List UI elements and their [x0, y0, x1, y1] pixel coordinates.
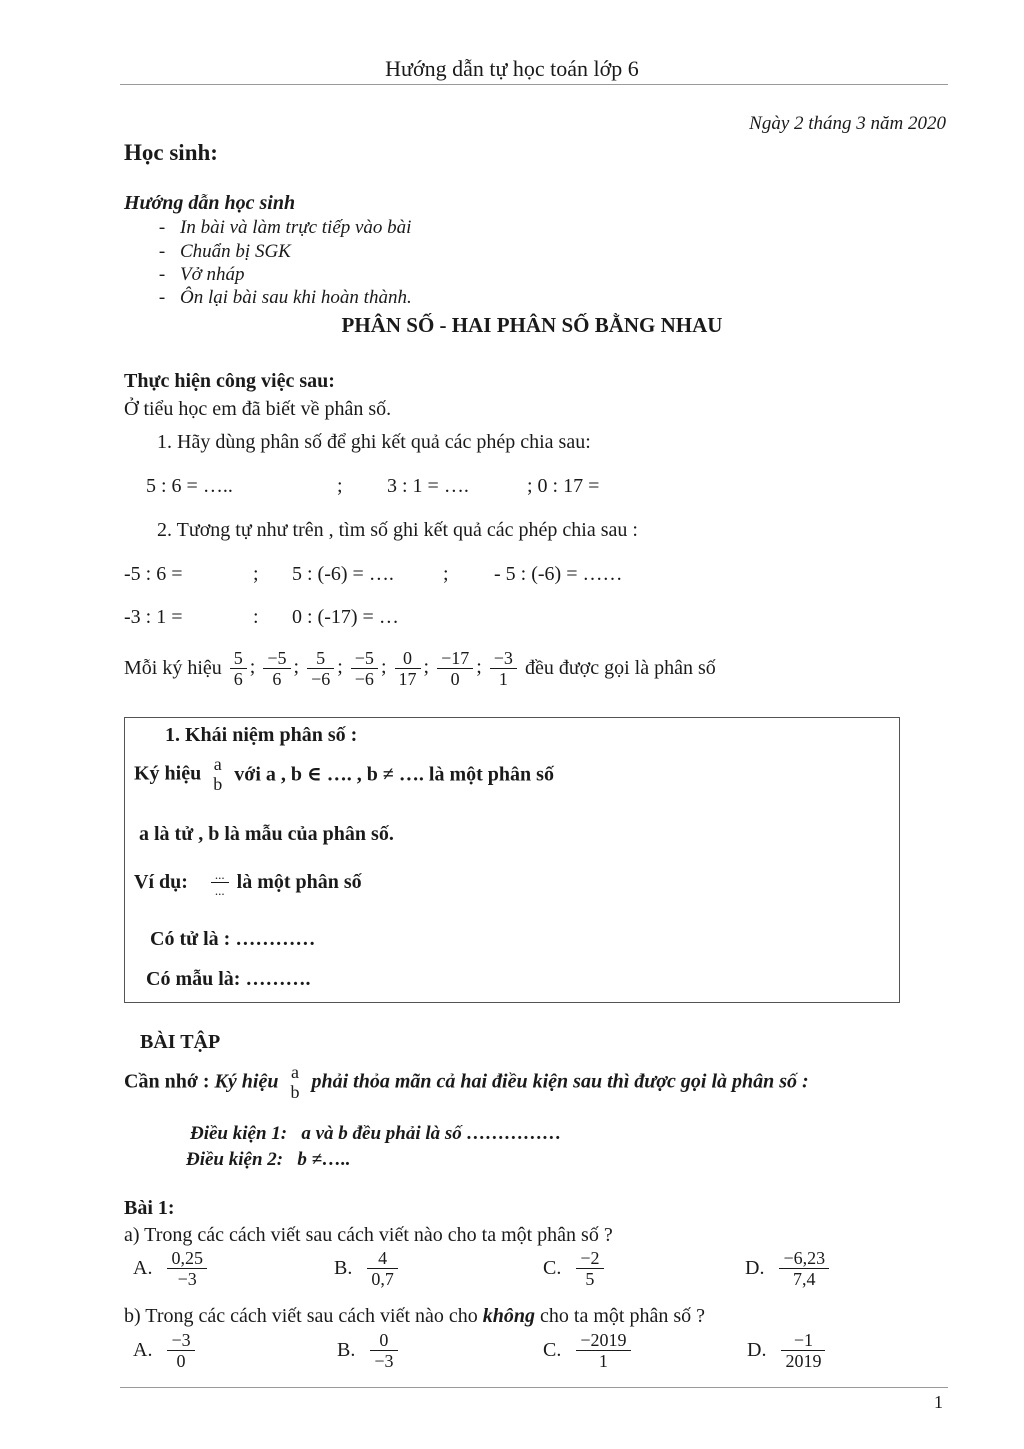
q2-expr-c: 5 : (-6) = …. — [292, 563, 394, 585]
task-heading: Thực hiện công việc sau: — [124, 370, 335, 392]
fraction: $\frac{-2}{5}$ — [576, 1248, 603, 1289]
q2-expr-e: - 5 : (-6) = …… — [494, 563, 623, 585]
concept-heading: 1. Khái niệm phân số : — [165, 724, 358, 746]
symbols-prefix: Mỗi ký hiệu — [124, 657, 222, 679]
fraction: $\frac{5}{6}$ — [230, 648, 247, 689]
symbols-suffix: đều được gọi là phân số — [524, 657, 716, 679]
q2b-sep: : — [253, 606, 259, 628]
option-b: B. $\frac{4}{0,7}$ — [334, 1248, 401, 1289]
concept-example: Ví dụ: $\frac{...}{...}$ là một phân số — [134, 867, 362, 898]
main-title: PHÂN SỐ - HAI PHÂN SỐ BẰNG NHAU — [341, 313, 723, 337]
option-b: B. $\frac{0}{-3}$ — [337, 1330, 401, 1371]
question-2: 2. Tương tự như trên , tìm số ghi kết quả các phép chia sau : — [157, 519, 638, 541]
header-title: Hướng dẫn tự học toán lớp 6 — [385, 56, 639, 81]
option-a: A. $\frac{-3}{0}$ — [133, 1330, 198, 1371]
task-intro: Ở tiểu học em đã biết về phân số. — [124, 398, 392, 420]
guide-item: - Vở nháp — [158, 264, 245, 285]
page-number: 1 — [934, 1392, 943, 1412]
bai1-a-question: a) Trong các cách viết sau cách viết nào cho ta một phân số ? — [124, 1224, 613, 1246]
denominator-blank: Có mẫu là: ………. — [146, 968, 311, 990]
q1-expr-c: 3 : 1 = …. — [387, 475, 469, 497]
document-date: Ngày 2 tháng 3 năm 2020 — [749, 113, 946, 134]
fraction: $\frac{-17}{0}$ — [437, 648, 473, 689]
condition-1: Điều kiện 1: a và b đều phải là số …………… — [190, 1123, 562, 1144]
q1-expr-d: ; 0 : 17 = — [527, 475, 600, 497]
q2b-expr-c: 0 : (-17) = … — [292, 606, 399, 628]
q2-sep: ; — [443, 563, 449, 585]
fraction: $\frac{0}{-3}$ — [370, 1330, 397, 1371]
fraction: $\frac{-5}{6}$ — [263, 648, 290, 689]
q1-expr-a: 5 : 6 = ….. — [146, 475, 233, 497]
question-1: 1. Hãy dùng phân số để ghi kết quả các phép chia sau: — [157, 431, 591, 453]
fraction: $\frac{-6,23}{7,4}$ — [779, 1248, 829, 1289]
concept-definition: Ký hiệu a b với a , b ∈ …. , b ≠ …. là một phân số — [134, 754, 554, 794]
option-c: C. $\frac{-2}{5}$ — [543, 1248, 607, 1289]
example-fraction: $\frac{...}{...}$ — [211, 867, 229, 898]
fraction: $\frac{4}{0,7}$ — [367, 1248, 398, 1289]
q1-sep: ; — [337, 475, 343, 497]
footer-rule — [120, 1387, 948, 1388]
fraction: $\frac{-1}{2019}$ — [781, 1330, 825, 1371]
condition-2: Điều kiện 2: b ≠….. — [186, 1149, 351, 1170]
option-d: D. $\frac{-1}{2019}$ — [747, 1330, 828, 1371]
fraction: $\frac{-3}{0}$ — [167, 1330, 194, 1371]
fraction: a b — [290, 1062, 300, 1102]
guide-item: - Ôn lại bài sau khi hoàn thành. — [158, 287, 412, 308]
numerator-blank: Có tử là : ………… — [150, 928, 316, 950]
concept-terms: a là tử , b là mẫu của phân số. — [139, 823, 394, 845]
fraction: $\frac{0}{17}$ — [395, 648, 421, 689]
q2b-expr-a: -3 : 1 = — [124, 606, 183, 628]
fraction: a b — [213, 754, 223, 794]
guide-item: - Chuẩn bị SGK — [158, 241, 291, 262]
option-c: C. $\frac{-2019}{1}$ — [543, 1330, 634, 1371]
bai1-heading: Bài 1: — [124, 1197, 175, 1219]
bai1-b-question: b) Trong các cách viết sau cách viết nào cho không cho ta một phân số ? — [124, 1305, 705, 1327]
remember-line: Cần nhớ : Ký hiệu a b phải thỏa mãn cả hai điều kiện sau thì được gọi là phân số : — [124, 1062, 809, 1102]
fraction: $\frac{-3}{1}$ — [490, 648, 517, 689]
option-a: A. $\frac{0,25}{-3}$ — [133, 1248, 210, 1289]
fraction: $\frac{0,25}{-3}$ — [167, 1248, 207, 1289]
symbols-line: Mỗi ký hiệu $\frac{5}{6}$ ; $\frac{-5}{6}$ ; $\frac{5}{-6}$ ; $\frac{-5}{-6}$ ; $\frac{0}{17}$ ; $\frac{-17}{0}$ ; $\frac{-3}{1}$ đều được gọi là phân số — [124, 648, 716, 689]
student-label: Học sinh: — [124, 140, 218, 165]
guide-item: - In bài và làm trực tiếp vào bài — [158, 217, 412, 238]
exercises-heading: BÀI TẬP — [140, 1031, 221, 1053]
fraction: $\frac{-2019}{1}$ — [576, 1330, 630, 1371]
fraction: $\frac{5}{-6}$ — [307, 648, 334, 689]
q2-sep: ; — [253, 563, 259, 585]
guide-heading: Hướng dẫn học sinh — [124, 192, 296, 214]
header-rule — [120, 84, 948, 85]
option-d: D. $\frac{-6,23}{7,4}$ — [745, 1248, 832, 1289]
q2-expr-a: -5 : 6 = — [124, 563, 183, 585]
fraction: $\frac{-5}{-6}$ — [351, 648, 378, 689]
